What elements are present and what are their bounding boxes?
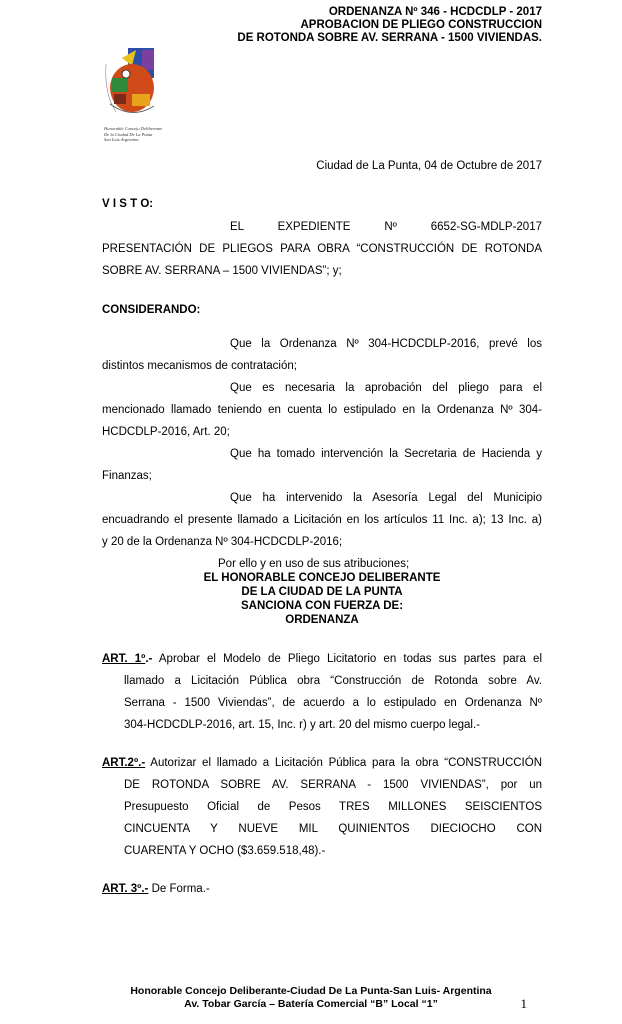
article-1-sep: .-: [145, 653, 153, 665]
cons-p1-line-1: Que la Ordenanza Nº 304-HCDCDLP-2016, prevé los: [230, 338, 542, 350]
cons-p5: Por ello y en uso de sus atribuciones;: [218, 558, 410, 570]
considerando-body: [102, 333, 542, 575]
article-3-label: ART. 3º.-: [102, 883, 149, 895]
article-2-line-3: Presupuesto Oficial de Pesos TRES MILLONES SEISCIENTOS: [124, 801, 542, 813]
article-1-line-3: Serrana - 1500 Viviendas”, de acuerdo a lo estipulado en Ordenanza Nº: [124, 697, 542, 709]
header-line-3: DE ROTONDA SOBRE AV. SERRANA - 1500 VIVIENDAS.: [237, 32, 542, 44]
sanciona-line-1: EL HONORABLE CONCEJO DELIBERANTE: [203, 572, 441, 584]
cons-p4-line-1: Que ha intervenido la Asesoría Legal del Municipio: [230, 492, 542, 504]
article-1-line-4: 304-HCDCDLP-2016, art. 15, Inc. r) y art. 20 del mismo cuerpo legal.-: [124, 719, 481, 731]
cons-p2-line-2: mencionado llamado teniendo en cuenta lo estipulado en la Ordenanza Nº 304-: [102, 404, 542, 416]
footer-line-2: Av. Tobar García – Batería Comercial “B” Local “1”: [184, 998, 438, 1010]
considerando-heading: CONSIDERANDO:: [102, 304, 201, 316]
cons-p4-line-2: encuadrando el presente llamado a Licitación en los artículos 11 Inc. a); 13 Inc. a): [102, 514, 542, 526]
logo-caption-line-2: De la Ciudad De La Punta: [104, 131, 153, 137]
document-header: [237, 6, 542, 45]
visto-body: [102, 216, 542, 282]
article-1: [102, 648, 542, 736]
logo-caption: [104, 126, 162, 143]
document-footer: [0, 985, 622, 1011]
cons-p4-line-3: y 20 de la Ordenanza Nº 304-HCDCDLP-2016;: [102, 536, 343, 548]
article-2: [102, 752, 542, 862]
article-3: [102, 878, 542, 900]
visto-heading: V I S T O:: [102, 198, 154, 210]
sanciona-line-4: ORDENANZA: [285, 614, 359, 626]
council-logo: [102, 44, 164, 126]
article-2-line-2: DE ROTONDA SOBRE AV. SERRANA - 1500 VIVIENDAS”, por un: [124, 779, 542, 791]
visto-line-1: EL EXPEDIENTE Nº 6652-SG-MDLP-2017: [230, 221, 542, 233]
sanciona-line-2: DE LA CIUDAD DE LA PUNTA: [241, 586, 403, 598]
header-line-2: APROBACION DE PLIEGO CONSTRUCCION: [300, 19, 542, 31]
article-2-line-1: Autorizar el llamado a Licitación Pública para la obra “CONSTRUCCIÓN: [150, 757, 542, 769]
page-number: 1: [520, 996, 527, 1011]
sanciona-line-3: SANCIONA CON FUERZA DE:: [240, 600, 404, 612]
logo-caption-line-1: Honorable Concejo Deliberante: [104, 126, 163, 131]
logo-caption-line-3: San Luis Argentina: [104, 137, 139, 142]
cons-p3-line-1: Que ha tomado intervención la Secretaria de Hacienda y: [230, 448, 542, 460]
article-1-line-1: Aprobar el Modelo de Pliego Licitatorio en todas sus partes para el: [158, 653, 542, 665]
visto-line-2: PRESENTACIÓN DE PLIEGOS PARA OBRA “CONSTRUCCIÓN DE ROTONDA: [102, 243, 542, 255]
cons-p3-line-2: Finanzas;: [102, 470, 152, 482]
visto-line-3: SOBRE AV. SERRANA – 1500 VIVIENDAS”; y;: [102, 265, 342, 277]
cons-p1-line-2: distintos mecanismos de contratación;: [102, 360, 297, 372]
article-2-line-4: CINCUENTA Y NUEVE MIL QUINIENTOS DIECIOCHO CON: [124, 823, 542, 835]
cons-p2-line-3: HCDCDLP-2016, Art. 20;: [102, 426, 230, 438]
footer-line-1: Honorable Concejo Deliberante-Ciudad De La Punta-San Luis- Argentina: [130, 985, 492, 997]
article-2-line-5: CUARENTA Y OCHO ($3.659.518,48).-: [124, 845, 326, 857]
document-date: Ciudad de La Punta, 04 de Octubre de 2017: [316, 160, 542, 172]
article-1-line-2: llamado a Licitación Pública obra “Construcción de Rotonda sobre Av.: [124, 675, 542, 687]
cons-p2-line-1: Que es necesaria la aprobación del pliego para el: [230, 382, 542, 394]
header-line-1: ORDENANZA Nº 346 - HCDCDLP - 2017: [328, 6, 542, 18]
article-2-label: ART.2º.-: [102, 757, 146, 769]
article-1-label: ART. 1º: [102, 653, 146, 665]
article-3-line-1: De Forma.-: [151, 883, 210, 895]
sanciona-block: [102, 571, 542, 627]
